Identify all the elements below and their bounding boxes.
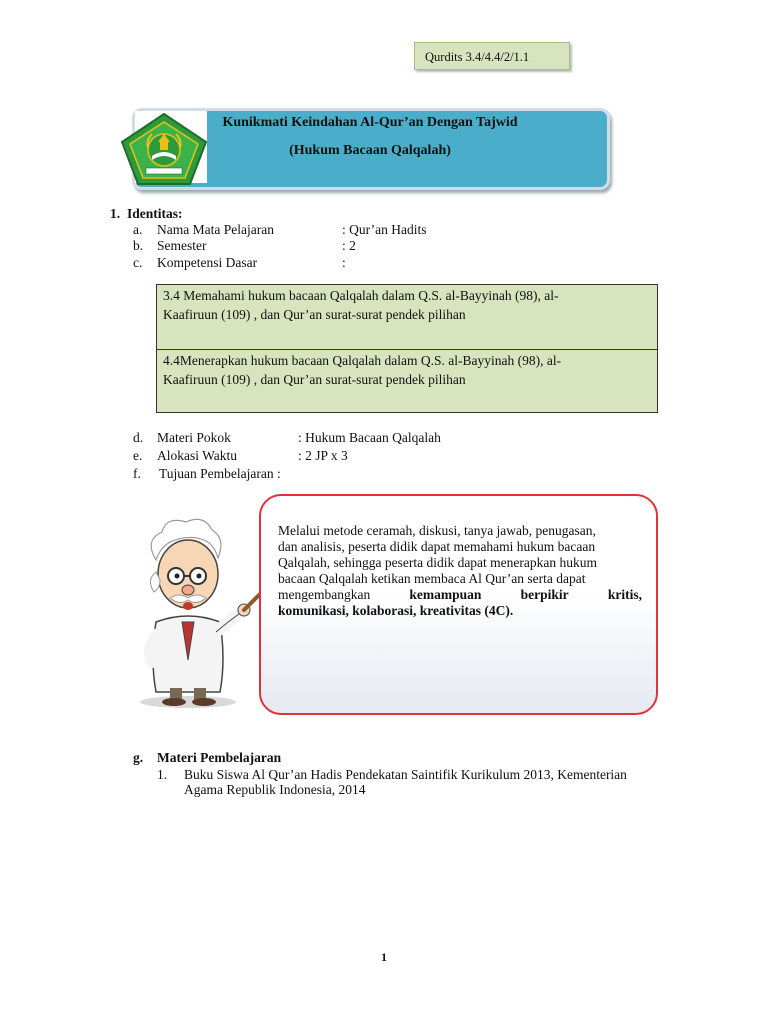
- materi-heading: Materi Pembelajaran: [157, 750, 282, 765]
- item-letter: d.: [133, 430, 144, 445]
- tujuan-line: bacaan Qalqalah ketikan membaca Al Qur’an serta dapat: [278, 571, 586, 586]
- item-label: Alokasi Waktu: [157, 448, 238, 463]
- kompetensi-dasar-table: [156, 284, 658, 413]
- item-label: Tujuan Pembelajaran :: [159, 466, 281, 481]
- item-letter: f.: [133, 466, 141, 481]
- kd-row-4-4: [157, 350, 657, 389]
- tujuan-line: dan analisis, peserta didik dapat memahami hukum bacaan: [278, 539, 596, 554]
- tujuan-word: mengembangkan: [278, 587, 371, 602]
- identitas-number: 1.: [110, 206, 121, 221]
- tujuan-line: Qalqalah, sehingga peserta didik dapat menerapkan hukum: [278, 555, 598, 570]
- tujuan-line: komunikasi, kolaborasi, kreativitas (4C).: [278, 603, 514, 618]
- materi-item-number: 1.: [157, 767, 168, 782]
- materi-letter: g.: [133, 750, 144, 765]
- document-code-box: Qurdits 3.4/4.4/2/1.1: [414, 42, 570, 70]
- item-label: Materi Pokok: [157, 430, 231, 445]
- materi-item-line: Buku Siswa Al Qur’an Hadis Pendekatan Saintifik Kurikulum 2013, Kementerian: [184, 767, 627, 782]
- item-letter: a.: [133, 222, 143, 237]
- kd-text: 4.4Menerapkan hukum bacaan Qalqalah dalam Q.S. al-Bayyinah (98), al-: [163, 353, 562, 368]
- item-value: : 2: [342, 238, 356, 253]
- tujuan-text: [278, 523, 642, 619]
- item-value: :: [342, 255, 346, 270]
- tujuan-line-justified: [278, 587, 642, 603]
- item-letter: b.: [133, 238, 144, 253]
- ministry-logo-icon: [118, 112, 210, 186]
- item-letter: e.: [133, 448, 143, 463]
- item-value: : Hukum Bacaan Qalqalah: [298, 430, 441, 445]
- item-letter: c.: [133, 255, 143, 270]
- tujuan-word: berpikir: [520, 587, 569, 602]
- item-value: : 2 JP x 3: [298, 448, 348, 463]
- document-subtitle: (Hukum Bacaan Qalqalah): [289, 143, 451, 158]
- tujuan-line: Melalui metode ceramah, diskusi, tanya jawab, penugasan,: [278, 523, 596, 538]
- item-label: Nama Mata Pelajaran: [157, 222, 274, 237]
- page-number: 1: [381, 950, 387, 964]
- tujuan-word: kritis,: [607, 587, 642, 602]
- kd-row-3-4: [157, 285, 657, 350]
- kd-text: Kaafiruun (109) , dan Qur’an surat-surat pendek pilihan: [163, 372, 466, 387]
- kd-text: 3.4 Memahami hukum bacaan Qalqalah dalam Q.S. al-Bayyinah (98), al-: [163, 288, 559, 303]
- kd-text: Kaafiruun (109) , dan Qur’an surat-surat pendek pilihan: [163, 307, 466, 322]
- identitas-heading: Identitas:: [127, 206, 183, 221]
- materi-item-line: Agama Republik Indonesia, 2014: [184, 782, 366, 797]
- teacher-illustration-icon: [126, 510, 266, 710]
- item-value: : Qur’an Hadits: [342, 222, 427, 237]
- document-title: Kunikmati Keindahan Al-Qur’an Dengan Tajwid: [222, 115, 518, 130]
- tujuan-word: kemampuan: [409, 587, 482, 602]
- item-label: Semester: [157, 238, 207, 253]
- item-label: Kompetensi Dasar: [157, 255, 258, 270]
